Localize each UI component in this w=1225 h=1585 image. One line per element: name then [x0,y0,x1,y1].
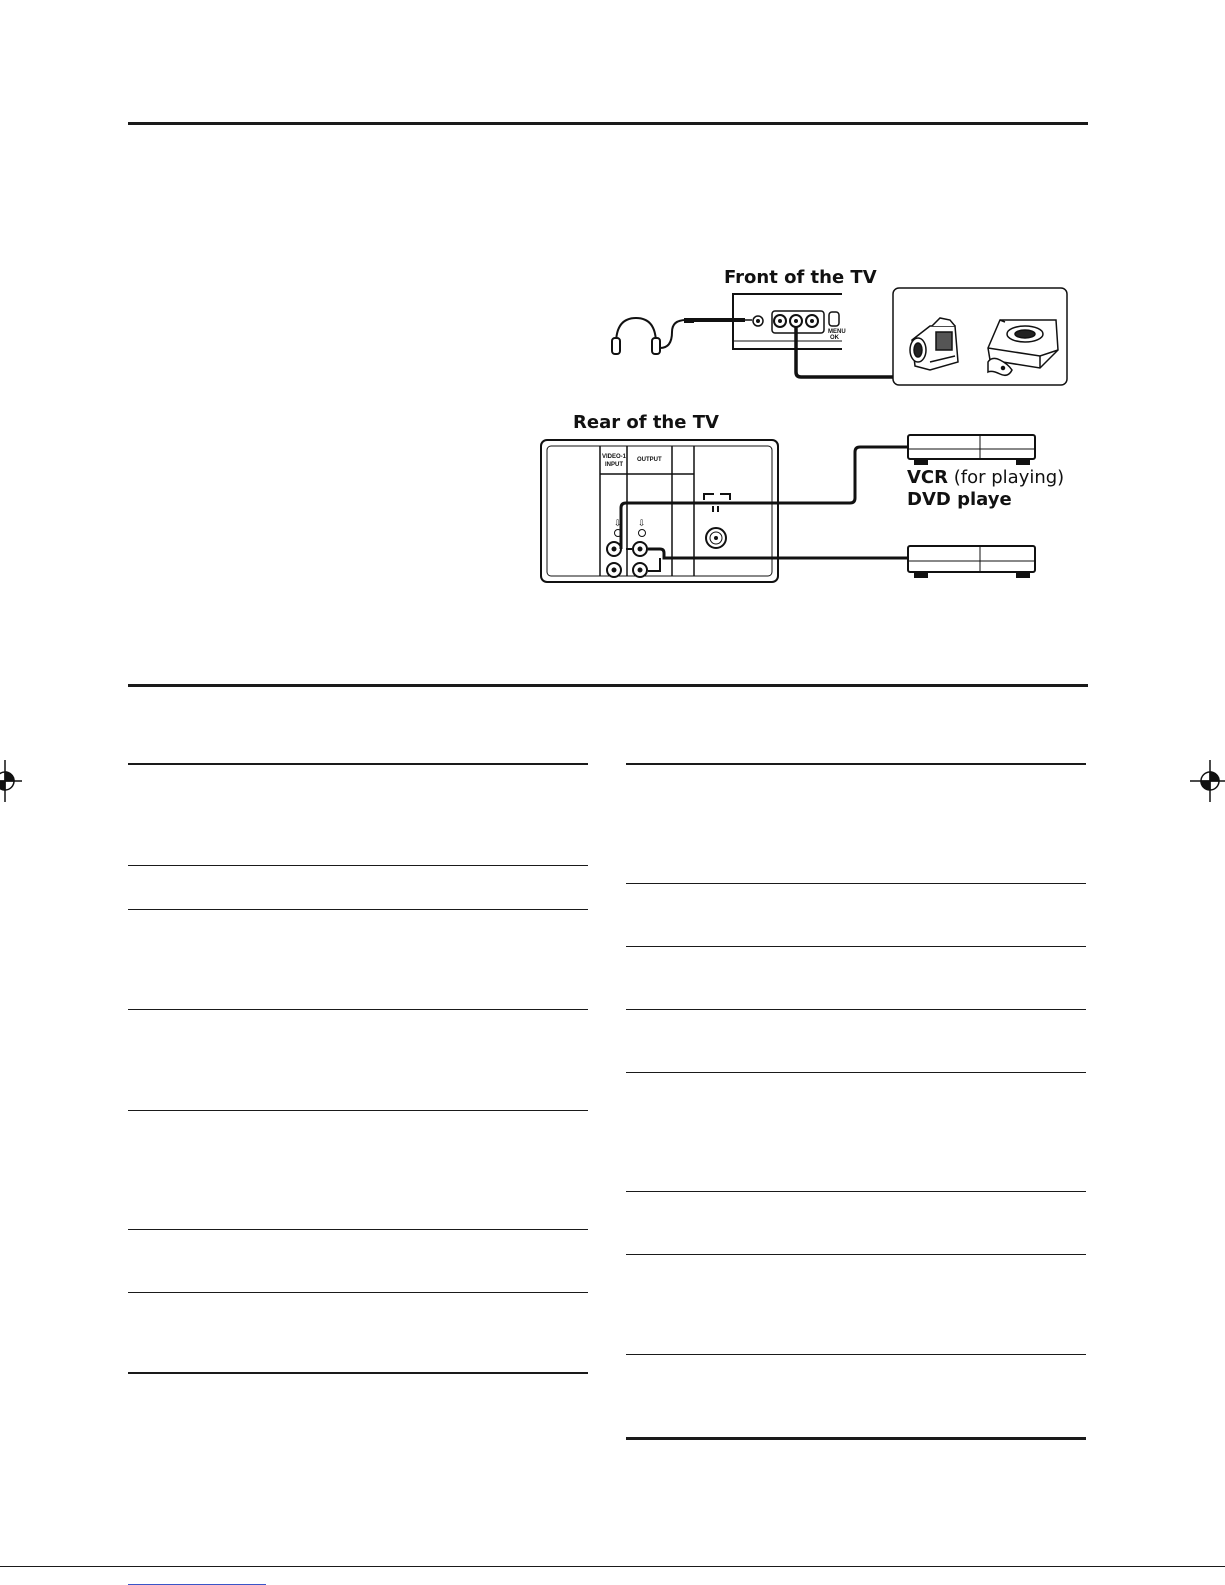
ok-label: OK [830,335,839,341]
headphone-plug [684,318,752,323]
video-1-label: VIDEO-1 [602,454,627,460]
svg-text:⇩: ⇩ [614,519,622,529]
output-label: OUTPUT [637,457,662,463]
front-of-tv-label: Front of the TV [724,267,877,288]
rear-of-tv-label: Rear of the TV [573,412,719,433]
input-label: INPUT [605,462,623,468]
svg-text:⇩: ⇩ [638,519,646,529]
dvd-player-icon [908,546,1035,578]
tv-front-panel [733,294,846,349]
headphones-icon [612,318,686,354]
registration-mark-icon [0,760,22,802]
dvd-player-label: DVD playe [907,489,1012,510]
menu-label: MENU [828,329,846,335]
registration-mark-icon [1190,760,1225,802]
av-devices-box [893,288,1067,385]
front-av-cable [796,327,896,377]
vcr-label-normal: (for playing) [948,467,1065,488]
vcr-icon [908,435,1035,465]
vcr-label-bold: VCR [907,467,949,488]
